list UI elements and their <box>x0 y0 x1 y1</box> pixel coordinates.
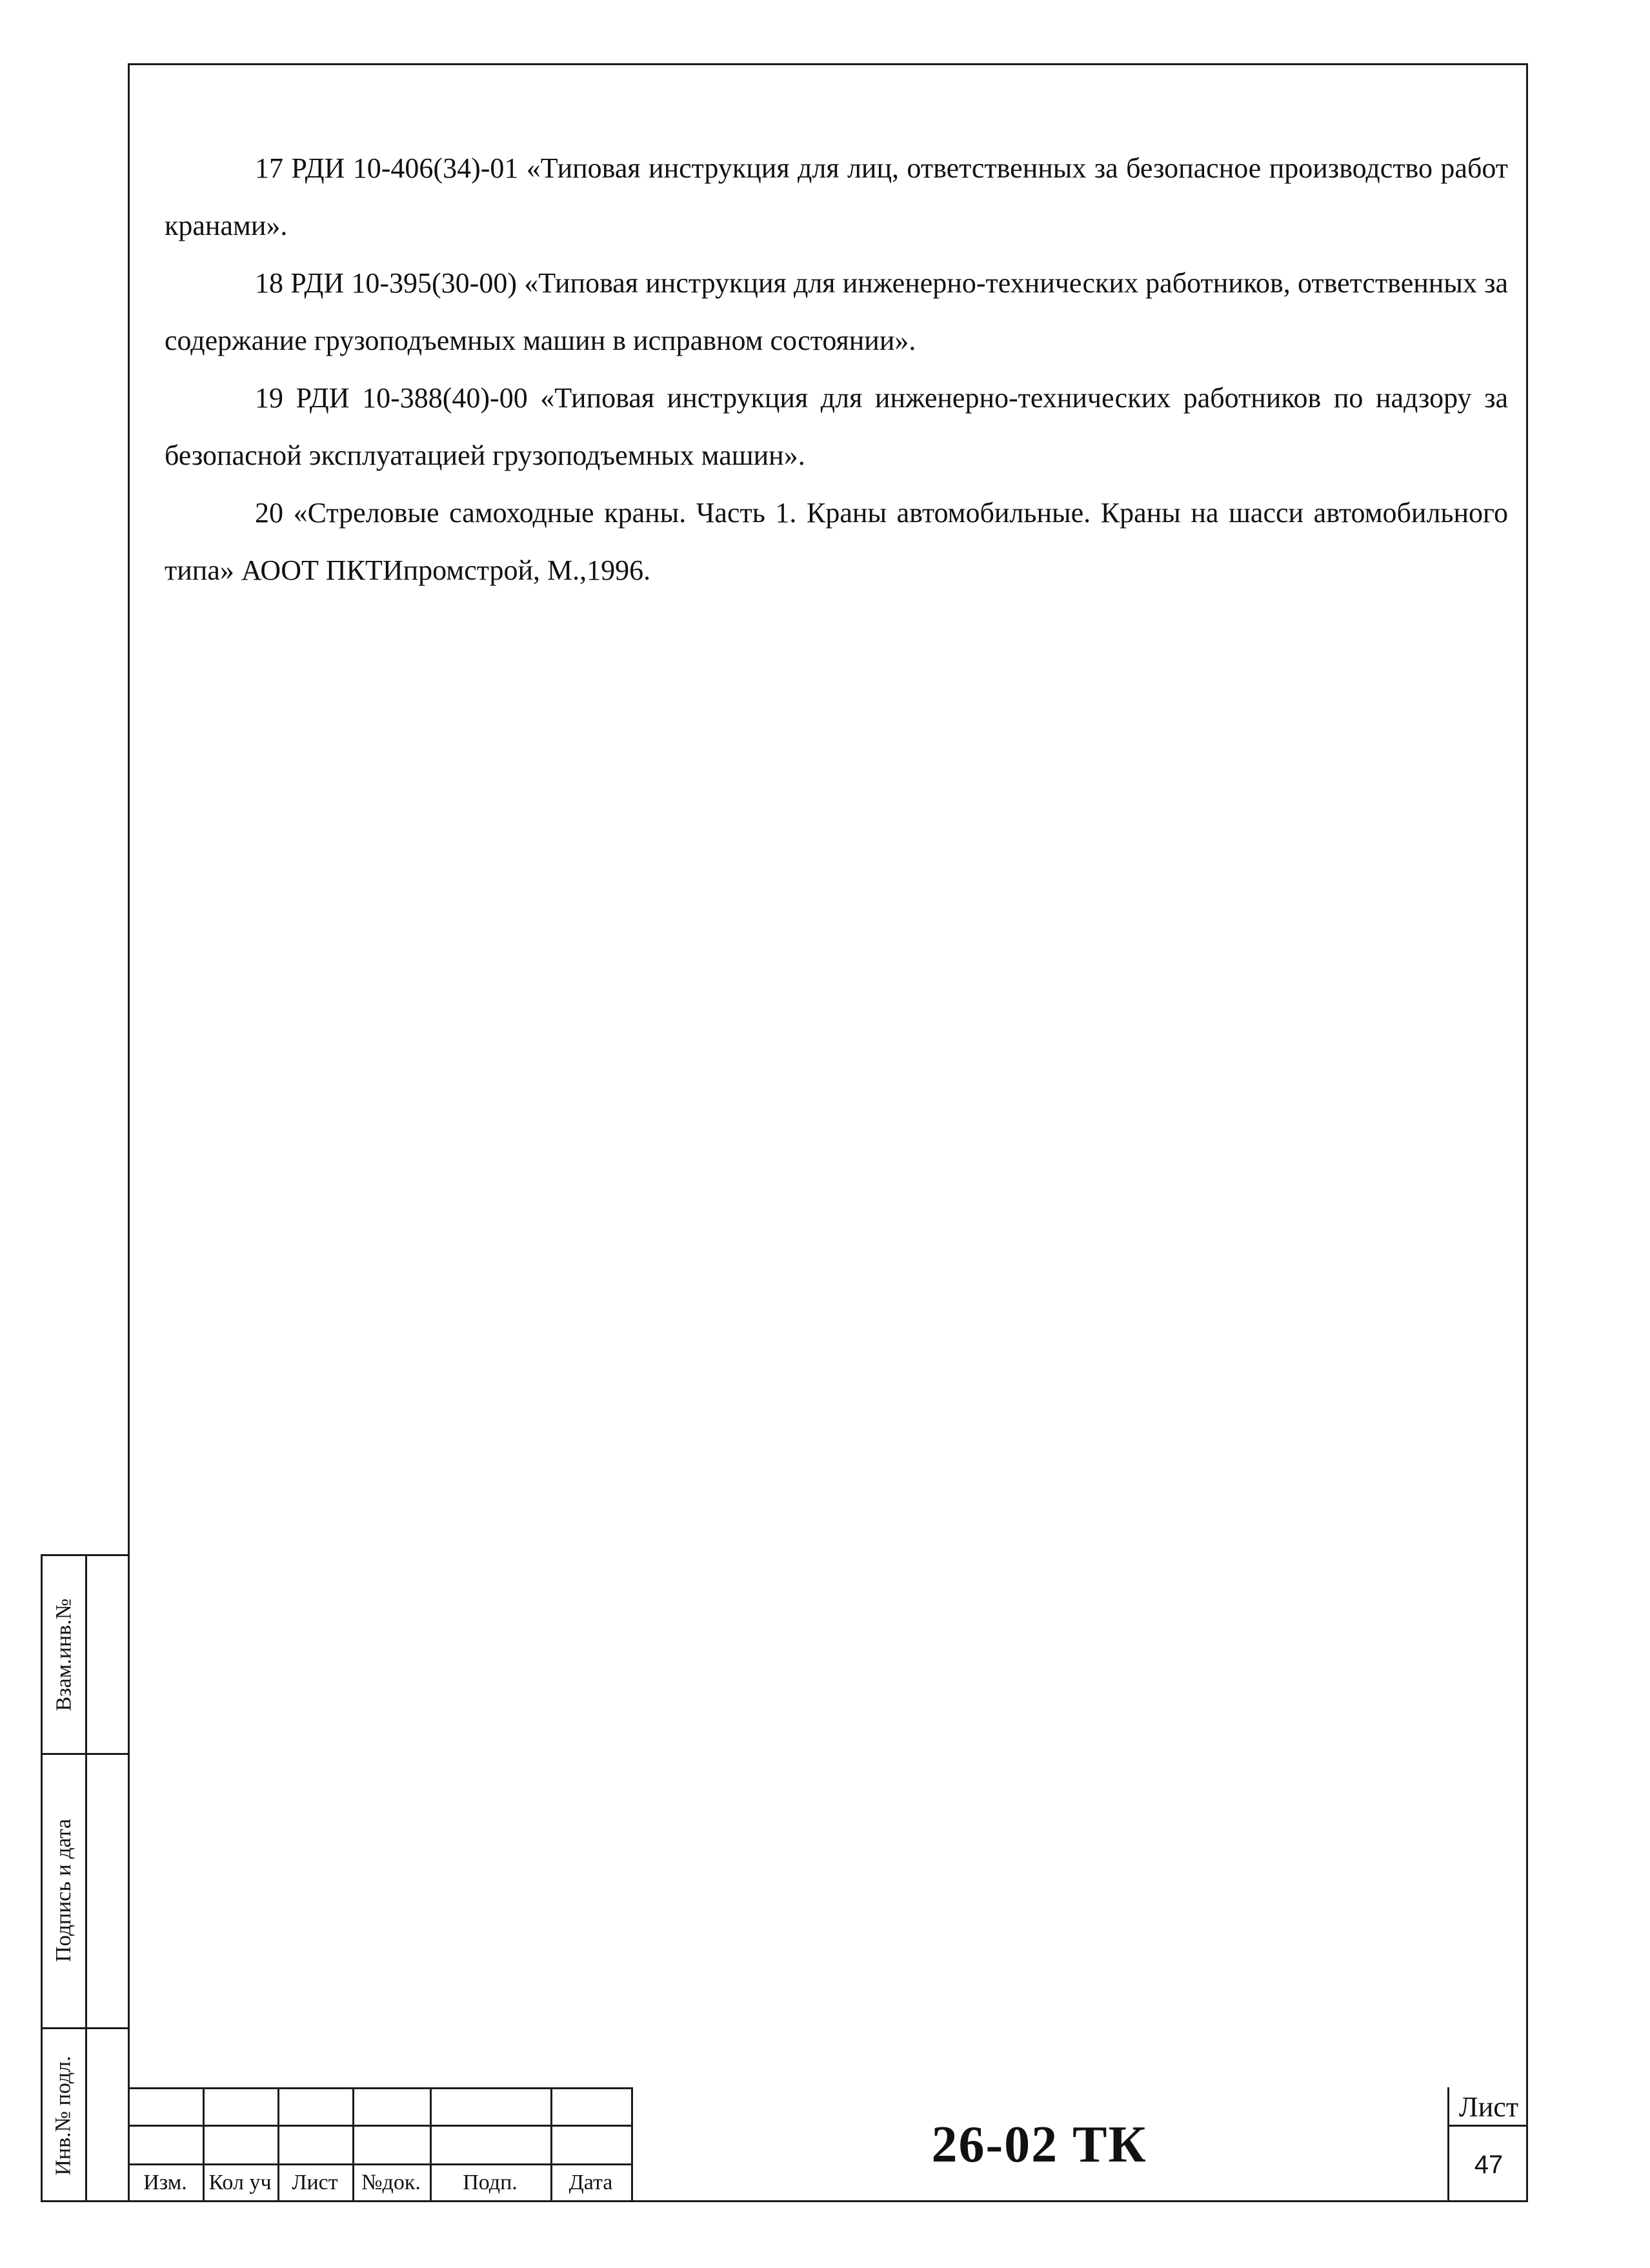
signature-date-cell <box>43 1753 85 2027</box>
title-block-line <box>1447 2125 1528 2127</box>
original-inventory-label: Инв.№ подл. <box>52 2056 76 2176</box>
original-inventory-cell <box>43 2027 85 2204</box>
sheet-label: Лист <box>1458 2091 1519 2123</box>
reference-item-20: 20 «Стреловые самоходные краны. Часть 1. Краны автомобильные. Краны на шасси автомобильного типа» АООТ ПКТИпромстрой, М.,1996. <box>165 497 1508 586</box>
sheet-number: 47 <box>1474 2150 1504 2179</box>
replacement-inventory-cell <box>43 1556 85 1753</box>
replacement-inventory-label: Взам.инв.№ <box>52 1598 76 1711</box>
side-stamp <box>41 1554 128 2202</box>
header-quantity: Кол уч <box>208 2171 272 2194</box>
reference-item-17: 17 РДИ 10-406(34)-01 «Типовая инструкция для лиц, ответственных за безопасное производство работ кранами». <box>165 152 1508 241</box>
header-sheet: Лист <box>292 2171 338 2194</box>
signature-date-label: Подпись и дата <box>52 1818 75 1962</box>
header-doc-number: №док. <box>361 2171 421 2194</box>
document-body <box>165 139 1508 599</box>
header-date: Дата <box>568 2171 613 2194</box>
header-revision: Изм. <box>143 2171 187 2194</box>
reference-item-19: 19 РДИ 10-388(40)-00 «Типовая инструкция для инженерно-технических работников по надзору за безопасной эксплуатацией грузоподъемных машин». <box>165 382 1508 471</box>
reference-item-18: 18 РДИ 10-395(30-00) «Типовая инструкция для инженерно-технических работников, ответственных за содержание грузоподъемных машин в исправном состоянии». <box>165 267 1508 356</box>
header-signature: Подп. <box>463 2171 518 2194</box>
document-code: 26-02 ТК <box>931 2116 1147 2173</box>
title-block <box>128 2087 1528 2202</box>
